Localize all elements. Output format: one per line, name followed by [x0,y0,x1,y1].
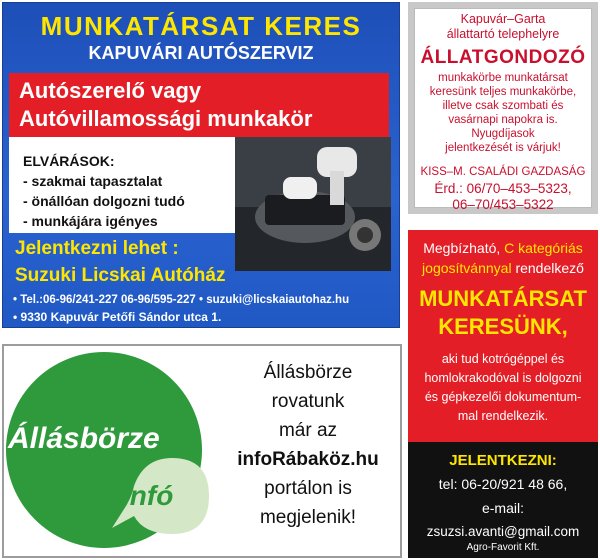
allasborze-logo-word: Állásbörze [8,422,160,455]
suzuki-company-name: Suzuki Licskai Autóház [15,265,226,286]
garta-title: ÁLLATGONDOZÓ [420,47,586,68]
agro-headline-1: MUNKATÁRSAT [419,286,587,311]
allasborze-message [218,358,398,532]
agro-body-line: és gépkezelői dokumentum- [424,390,582,404]
suzuki-job-ad [2,2,400,328]
garta-body-line: vasárnapi napokra is. [448,114,558,126]
garta-body-line: Nyugdíjasok [471,128,535,140]
agro-intro [408,238,598,278]
message-line: megjelenik! [259,507,357,528]
agro-body-line: aki tud kotrógéppel és [441,352,565,366]
garta-ad-inner [414,8,592,212]
requirement-item: - önállóan dolgozni tudó [23,193,185,209]
suzuki-apply-label: Jelentkezni lehet : [15,238,179,259]
garta-body [415,71,591,155]
agro-firm-name: Agro-Favorit Kft. [466,542,540,553]
message-line: már az [278,420,338,441]
agro-body-line: mal rendelkezik. [457,409,549,423]
suzuki-position-2: Autóvillamossági munkakör [19,106,313,131]
garta-body-line: keresünk teljes munkakörbe, [429,86,577,98]
garta-body-line: illetve csak szombati és [442,100,564,112]
intro-license-category: C kategóriás [504,240,583,256]
suzuki-headline: MUNKATÁRSAT KERES [40,11,362,41]
garta-signature: KISS–M. CSALÁDI GAZDASÁG [420,166,586,178]
agro-email: zsuzsi.avanti@gmail.com [426,524,580,539]
suzuki-position-1: Autószerelő vagy [19,78,202,103]
garta-location: Kapuvár–Garta [460,12,546,26]
requirement-item: - szakmai tapasztalat [23,173,163,189]
requirements-title: ELVÁRÁSOK: [23,153,115,169]
garta-phone-2: 06–70/453–5322 [452,197,554,212]
allasborze-ad [2,344,402,558]
garta-body-line: munkakörbe munkatársat [438,72,568,84]
agro-body-line: homlokrakodóval is dolgozni [424,371,582,385]
garta-body-line: jelentkezését is várjuk! [445,142,561,154]
message-line: rovatunk [271,391,345,412]
suzuki-requirements [23,151,185,231]
agro-apply-label: JELENTKEZNI: [449,452,557,469]
agro-email-label: e-mail: [481,500,524,516]
suzuki-positions-banner [9,73,389,137]
suzuki-address-line: • 9330 Kapuvár Petőfi Sándor utca 1. [13,310,222,324]
garta-site: állattartó telephelyre [446,27,560,41]
message-line: Állásbörze [263,362,353,383]
suzuki-contact-line: • Tel.:06-96/241-227 06-96/595-227 • suzuki@licskaiautohaz.hu [13,294,350,306]
requirement-item: - munkájára igényes [23,213,158,229]
agro-headline-2: KERESÜNK, [438,314,568,339]
agro-phone: tel: 06-20/921 48 66, [438,476,568,492]
garta-job-ad [408,2,598,214]
garta-phone-1: Érd.: 06/70–453–5323, [434,181,572,196]
intro-license: jogosítvánnyal [422,260,512,276]
message-line: portálon is [264,478,352,499]
suzuki-subheadline: KAPUVÁRI AUTÓSZERVIZ [88,43,314,63]
info-logo-word: infó [122,480,174,511]
agro-body [408,350,598,426]
agro-job-ad [408,230,598,558]
intro-text: rendelkező [511,260,584,276]
engine-photo [235,137,391,271]
intro-text: Megbízható, [423,240,505,256]
portal-name: infoRábaköz.hu [237,449,379,470]
